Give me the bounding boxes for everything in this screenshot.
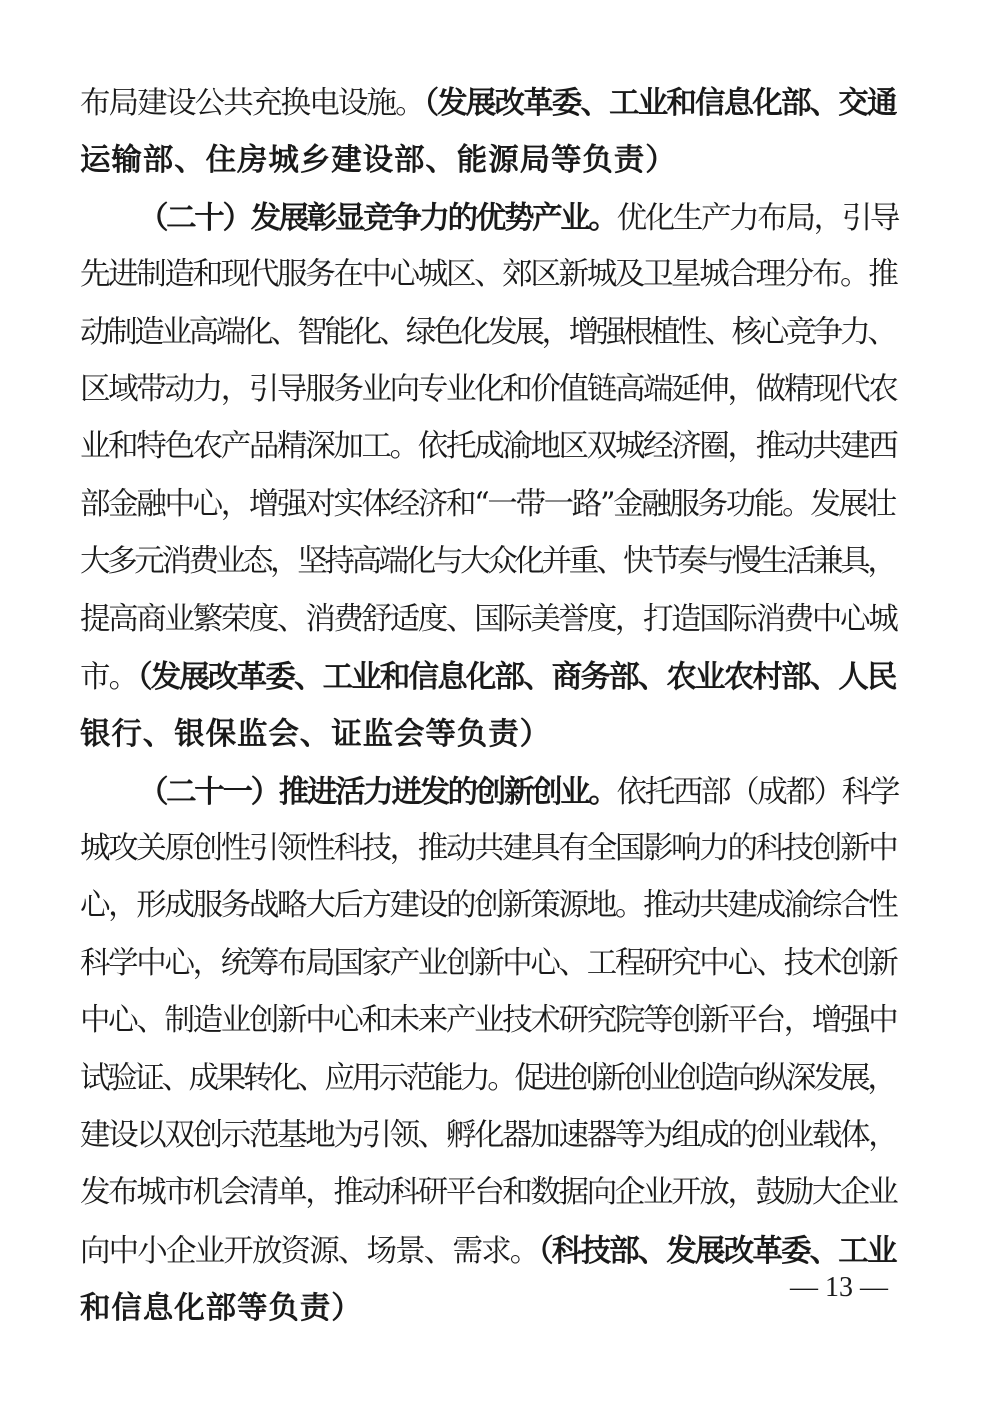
text-segment: 中心、制造业创新中心和未来产业技术研究院等创新平台，增强中 xyxy=(80,1003,897,1039)
text-line xyxy=(80,998,898,1055)
text-segment: 布局建设公共充换电设施。 xyxy=(80,86,424,121)
text-line xyxy=(80,1113,898,1170)
text-line xyxy=(80,883,898,940)
text-segment-bold: （发展改革委、工业和信息化部、交通 xyxy=(423,85,896,121)
text-line xyxy=(80,482,898,539)
text-line xyxy=(80,310,898,367)
page-number: — 13 — xyxy=(790,1272,888,1303)
text-line xyxy=(80,711,898,768)
text-segment-bold: 和信息化部等负责） xyxy=(80,1290,363,1327)
text-segment: 大多元消费业态，坚持高端化与大众化并重、快节奏与慢生活兼具， xyxy=(80,544,895,580)
text-line xyxy=(80,1285,898,1342)
text-segment: 部金融中心，增强对实体经济和“一带一路”金融服务功能。发展壮 xyxy=(80,486,895,522)
text-segment: 提高商业繁荣度、消费舒适度、国际美誉度，打造国际消费中心城 xyxy=(80,601,897,637)
text-line xyxy=(80,80,898,137)
text-line xyxy=(80,424,898,481)
text-segment-bold: （二十）发展彰显竞争力的优势产业。 xyxy=(138,199,617,236)
text-segment: 市。 xyxy=(80,659,138,695)
text-segment: 建设以双创示范基地为引领、孵化器加速器等为组成的创业载体， xyxy=(80,1118,897,1154)
text-line xyxy=(80,137,898,194)
text-segment-bold: 运输部、住房城乡建设部、能源局等负责） xyxy=(80,142,677,179)
text-segment-bold: （科技部、发展改革委、工业 xyxy=(538,1232,896,1269)
text-line xyxy=(80,1056,898,1113)
text-segment: 发布城市机会清单，推动科研平台和数据向企业开放，鼓励大企业 xyxy=(80,1175,897,1211)
text-segment: 先进制造和现代服务在中心城区、郊区新城及卫星城合理分布。推 xyxy=(80,257,897,293)
text-segment: 依托西部（成都）科学 xyxy=(616,774,899,810)
text-segment: 业和特色农产品精深加工。依托成渝地区双城经济圈，推动共建西 xyxy=(80,429,897,465)
text-segment: 试验证、成果转化、应用示范能力。促进创新创业创造向纵深发展， xyxy=(80,1060,895,1096)
text-line xyxy=(80,539,898,596)
text-line xyxy=(80,1228,898,1285)
text-segment-bold: 银行、银保监会、证监会等负责） xyxy=(80,716,551,753)
text-line xyxy=(80,252,898,309)
text-segment: 区域带动力，引导服务业向专业化和价值链高端延伸，做精现代农 xyxy=(80,371,897,407)
text-line xyxy=(80,195,898,252)
text-line xyxy=(80,367,898,424)
text-segment-bold: （二十一）推进活力迸发的创新创业。 xyxy=(138,773,617,810)
text-line xyxy=(80,941,898,998)
text-line xyxy=(80,826,898,883)
text-segment: 向中小企业开放资源、场景、需求。 xyxy=(80,1233,539,1269)
text-segment-bold: （发展改革委、工业和信息化部、商务部、农业农村部、人民 xyxy=(137,658,896,695)
text-line xyxy=(80,654,898,711)
text-segment: 城攻关原创性引领性科技，推动共建具有全国影响力的科技创新中 xyxy=(80,831,897,867)
text-line xyxy=(80,769,898,826)
text-segment: 心，形成服务战略大后方建设的创新策源地。推动共建成渝综合性 xyxy=(80,888,897,924)
text-line xyxy=(80,1170,898,1227)
document-body xyxy=(80,80,898,1343)
text-segment: 科学中心，统筹布局国家产业创新中心、工程研究中心、技术创新 xyxy=(80,945,897,981)
text-segment: 动制造业高端化、智能化、绿色化发展，增强根植性、核心竞争力、 xyxy=(80,314,895,350)
text-segment: 优化生产力布局，引导 xyxy=(616,200,899,236)
text-line xyxy=(80,597,898,654)
